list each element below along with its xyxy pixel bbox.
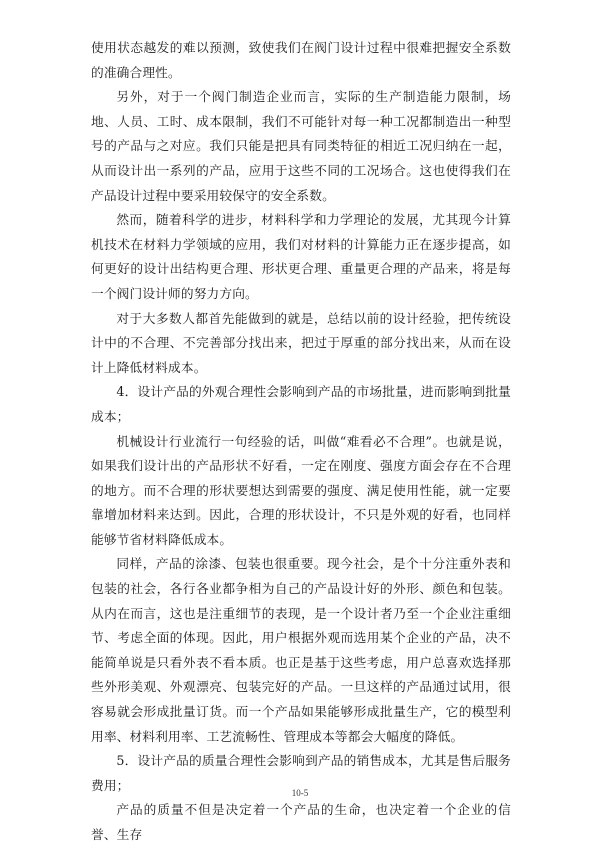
paragraph-1: 使用状态越发的难以预测，致使我们在阀门设计过程中很难把握安全系数的准确合理性。	[91, 40, 511, 80]
page-number: 10-5	[291, 788, 309, 798]
paragraph-2: 另外，对于一个阀门制造企业而言，实际的生产制造能力限制，场地、人员、工时、成本限制，我们不可能针对每一种工况都制造出一种型号的产品与之对应。我们只能是把具有同类特征的相近工况归纳在一起，从而设计出一系列的产品，应用于这些不同的工况场合。这也使得我们在产品设计过程中要采用较保守的安全系数。	[91, 89, 511, 203]
paragraph-6: 机械设计行业流行一句经验的话，叫做“难看必不合理”。也就是说，如果我们设计出的产品形状不好看，一定在刚度、强度方面会存在不合理的地方。而不合理的形状要想达到需要的强度、满足使用性能，就一定要靠增加材料来达到。因此，合理的形状设计，不只是外观的好看，也同样能够节省材料降低成本。	[91, 433, 511, 547]
paragraph-3: 然而，随着科学的进步，材料科学和力学理论的发展，尤其现今计算机技术在材料力学领域的应用，我们对材料的计算能力正在逐步提高，如何更好的设计出结构更合理、形状更合理、重量更合理的产品来，将是每一个阀门设计师的努力方向。	[91, 212, 511, 301]
paragraph-7: 同样，产品的涂漆、包装也很重要。现今社会，是个十分注重外表和包装的社会，各行各业都争相为自己的产品设计好的外形、颜色和包装。从内在而言，这也是注重细节的表现，是一个设计者乃至一个企业注重细节、考虑全面的体现。因此，用户根据外观而选用某个企业的产品，决不能简单说是只看外表不看本质。也正是基于这些考虑，用户总喜欢选择那些外形美观、外观漂亮、包装完好的产品。一旦这样的产品通过试用，很容易就会形成批量订货。而一个产品如果能够形成批量生产，它的模型利用率、材料利用率、工艺流畅性、管理成本等都会大幅度的降低。	[91, 556, 511, 744]
section-heading-5: 5．设计产品的质量合理性会影响到产品的销售成本，尤其是售后服务费用；	[91, 753, 511, 793]
page-body	[91, 36, 511, 848]
paragraph-9: 产品的质量不但是决定着一个产品的生命，也决定着一个企业的信誉、生存	[91, 802, 511, 842]
paragraph-4: 对于大多数人都首先能做到的就是，总结以前的设计经验，把传统设计中的不合理、不完善部分找出来，把过于厚重的部分找出来，从而在设计上降低材料成本。	[91, 310, 511, 375]
section-heading-4: 4．设计产品的外观合理性会影响到产品的市场批量，进而影响到批量成本；	[91, 384, 511, 424]
